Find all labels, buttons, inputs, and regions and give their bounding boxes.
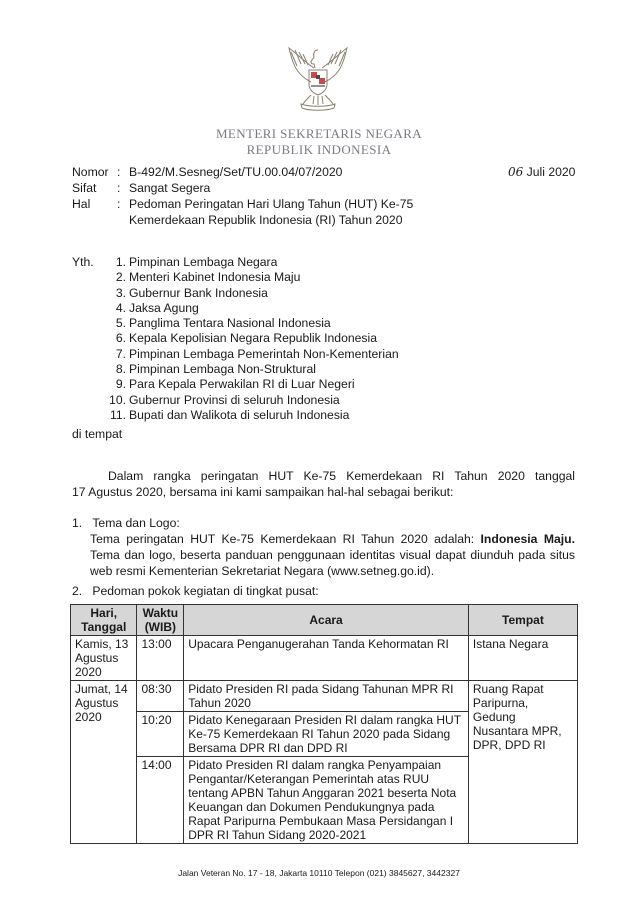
section-1-number: 1. [72,516,83,530]
list-item-text: Pimpinan Lembaga Negara [129,255,278,269]
cell-time: 10:20 [137,712,184,757]
yth-label: Yth. [72,255,94,269]
ministry-title: MENTERI SEKRETARIS NEGARA [215,126,423,141]
table-row [71,681,578,712]
date-month-year: Juli 2020 [523,165,576,179]
list-item-number: 7. [115,346,126,361]
section-theme-logo [72,515,575,579]
list-item [102,316,502,331]
colon: : [117,165,121,179]
list-item-text: Pimpinan Lembaga Non-Struktural [129,362,316,377]
list-item-text: Pimpinan Lembaga Pemerintah Non-Kementerian [129,346,399,361]
colon: : [117,181,121,195]
letter-meta [72,164,459,227]
theme-name: Indonesia Maju. [480,532,575,546]
list-item [102,301,502,316]
list-item [102,377,502,392]
cell-place: Ruang Rapat Paripurna, Gedung Nusantara MPR, DPR, DPD RI [468,681,577,844]
website-line: web resmi Kementerian Sekretariat Negara (www.setneg.go.id). [90,564,435,578]
cell-time: 14:00 [137,757,184,844]
country-title: REPUBLIK INDONESIA [246,142,392,157]
list-item-number: 6. [115,331,126,346]
list-item-text: Para Kepala Perwakilan RI di Luar Negeri [129,377,355,392]
table-row [71,636,578,681]
cell-time: 13:00 [137,636,184,681]
section-1-heading [72,515,575,531]
theme-prefix: Tema peringatan HUT Ke-75 Kemerdekaan RI Tahun 2020 adalah: [90,532,475,546]
section-1-title: Tema dan Logo: [92,516,180,530]
di-tempat: di tempat [72,427,123,441]
intro-line-1: Dalam rangka peringatan HUT Ke-75 Kemerdekaan RI Tahun 2020 tanggal [108,469,575,483]
list-item-number: 9. [115,377,126,392]
sifat-row [72,180,459,196]
list-item-number: 8. [115,362,126,377]
colon: : [117,197,121,211]
date-day: 06 [508,165,524,179]
logo-line: Tema dan logo, beserta panduan penggunaan identitas visual dapat diunduh pada situs [90,548,575,562]
cell-day: Jumat, 14 Agustus 2020 [71,681,137,844]
list-item-number: 11. [109,407,126,422]
cell-event: Upacara Penganugerahan Tanda Kehormatan RI [184,636,469,681]
list-item [102,286,502,301]
list-item-text: Kepala Kepolisian Negara Republik Indonesia [129,331,377,346]
letter-date [508,164,575,180]
header-acara: Acara [184,605,469,636]
table-header-row [71,605,578,636]
cell-place: Istana Negara [468,636,577,681]
recipient-list [102,255,502,423]
hal-row [72,196,459,227]
sifat-value: Sangat Segera [129,181,211,195]
intro-line-2: 17 Agustus 2020, bersama ini kami sampaikan hal-hal sebagai berikut: [72,485,454,499]
list-item [102,331,502,346]
intro-paragraph [72,468,575,500]
list-item-text: Gubernur Bank Indonesia [129,285,268,300]
cell-day: Kamis, 13 Agustus 2020 [71,636,137,681]
section-2-title: Pedoman pokok kegiatan di tingkat pusat: [92,584,319,598]
header-hari-tanggal: Hari, Tanggal [71,605,137,636]
list-item [102,408,502,423]
list-item-text: Menteri Kabinet Indonesia Maju [129,270,301,285]
nomor-value: B-492/M.Sesneg/Set/TU.00.04/07/2020 [129,165,343,179]
list-item-text: Bupati dan Walikota di seluruh Indonesia [129,407,350,422]
cell-event: Pidato Presiden RI pada Sidang Tahunan MPR RI Tahun 2020 [184,681,469,712]
list-item-text: Panglima Tentara Nasional Indonesia [129,316,331,331]
list-item-number: 10. [109,392,126,407]
list-item [102,362,502,377]
cell-event: Pidato Kenegaraan Presiden RI dalam rangka HUT Ke-75 Kemerdekaan RI Tahun 2020 pada Sidang Bersama DPR RI dan DPD RI [184,712,469,757]
list-item-number: 1. [115,255,126,269]
list-item-number: 5. [115,316,126,331]
theme-line [90,531,575,547]
list-item-number: 4. [115,300,126,315]
cell-event: Pidato Presiden RI dalam rangka Penyampaian Pengantar/Keterangan Pemerintah atas RUU tentang APBN Tahun Anggaran 2021 beserta Nota Keuangan dan Dokumen Pendukungnya pada Rapat Paripurna Pembukaan Masa Persidangan I DPR RI Tahun Sidang 2020-2021 [184,757,469,844]
garuda-emblem [283,44,353,112]
section-2-heading [72,584,319,598]
list-item-number: 2. [115,270,126,285]
footer-address: Jalan Veteran No. 17 - 18, Jakarta 10110 Telepon (021) 3845627, 3442327 [178,868,460,878]
list-item-text: Jaksa Agung [129,300,199,315]
list-item [102,347,502,362]
header-tempat: Tempat [468,605,577,636]
list-item [102,393,502,408]
list-item [102,255,502,270]
nomor-label: Nomor [72,165,109,179]
header-waktu: Waktu (WIB) [137,605,184,636]
schedule-table [70,604,578,844]
hal-value: Pedoman Peringatan Hari Ulang Tahun (HUT) Ke-75 Kemerdekaan Republik Indonesia (RI) Tahun 2020 [129,197,414,227]
list-item [102,270,502,285]
cell-time: 08:30 [137,681,184,712]
sifat-label: Sifat [72,181,97,195]
list-item-text: Gubernur Provinsi di seluruh Indonesia [129,392,340,407]
nomor-row [72,164,459,180]
hal-label: Hal [72,197,91,211]
list-item-number: 3. [115,285,126,300]
section-2-number: 2. [72,584,83,598]
